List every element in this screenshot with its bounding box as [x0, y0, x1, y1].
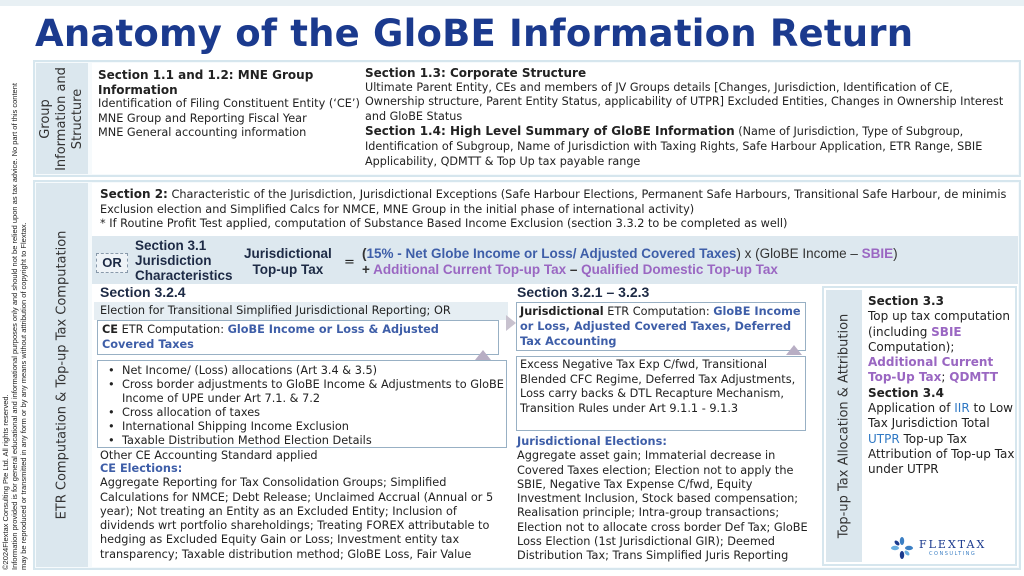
text-part: to Low Tax Jurisdiction Total — [868, 401, 1013, 431]
formula-line: Characteristics — [135, 268, 233, 283]
list-item: • Taxable Distribution Method Election Details — [100, 434, 504, 448]
copyright-notice — [1, 10, 29, 570]
formula-part: – — [566, 262, 582, 277]
text-part: Top-up Tax — [899, 431, 967, 446]
formula-part: ) x (GloBE Income – — [736, 246, 862, 261]
alloc-label-text: Top-up Tax Allocation & Attribution — [836, 313, 851, 539]
formula-line: Jurisdictional — [244, 246, 332, 261]
ce-text: ETR Computation: — [118, 323, 228, 336]
etr-label-text: ETR Computation & Top-up Tax Computation — [54, 230, 70, 520]
copyright-line: may be reproduced or transmitted in any form or by any means without attribution of copyright to Flextax. — [19, 222, 28, 570]
section-note: * If Routine Profit Test applied, computation of Substance Based Income Exclusion (section 3.3.2 to be completed as well) — [100, 217, 788, 231]
section-1-4 — [365, 124, 1015, 169]
section-heading: Section 1.3: Corporate Structure — [365, 66, 587, 80]
page-title: Anatomy of the GloBE Information Return — [35, 12, 914, 55]
section-3-2-1-heading: Section 3.2.1 – 3.2.3 — [517, 284, 650, 300]
arrow-up-icon — [475, 350, 491, 360]
list-item: • International Shipping Income Exclusion — [100, 420, 504, 434]
info-line: Identification of Filing Constituent Entity (‘CE’) — [98, 97, 360, 111]
section-text: (Name of Jurisdiction, Type of Subgroup, Identification of Subgroup, Name of Jurisdiction with Taxing Rights, Safe Harbour Application, ETR Range, SBIE Applicability, QDMTT & Top Up tax payable range — [365, 125, 983, 168]
section-1-1 — [98, 68, 360, 141]
section-3-3-text — [868, 309, 1016, 385]
alloc-content — [868, 294, 1016, 478]
ce-bullet-list — [100, 364, 504, 448]
ce-blue-text: GloBE Income or Loss & Adjusted Covered Taxes — [102, 323, 439, 351]
etr-label — [36, 183, 88, 567]
section-heading: Section 2: — [100, 187, 168, 201]
copyright-line: Information provided is for general educational and informational purposes only and should not be relied upon as tax advice. No part of this content — [10, 83, 19, 570]
label-line: Group — [38, 98, 53, 139]
flextax-logo — [890, 536, 986, 560]
section-1-3 — [365, 66, 1015, 169]
formula-rhs — [362, 246, 898, 278]
section-2 — [100, 187, 1012, 232]
text-part: UTPR — [868, 431, 900, 446]
formula-part: SBIE — [861, 246, 894, 261]
section-heading: Section 1.4: High Level Summary of GloBE Information — [365, 124, 735, 139]
jurisdictional-detail-box: Excess Negative Tax Exp C/fwd, Transitional Blended CFC Regime, Deferred Tax Adjustments, Loss carry backs & DTL Recapture Mechanism, Transition Rules under Art 9.1.1 - 9.1.3 — [516, 356, 806, 431]
label-line: Structure — [70, 88, 85, 149]
copyright-line: ©2024Flextax Consulting Pte Ltd. All rights reserved. — [1, 394, 10, 570]
formula-lhs — [244, 246, 332, 278]
jurisdictional-text: ETR Computation: — [603, 305, 714, 318]
section-text: Aggregate asset gain; Immaterial decrease in Covered Taxes election; Election not to apply the SBIE, Negative Tax Expense C/fwd, Equity Investment Inclusion, Stock based compensation; Realisation principle; Intra-group transactions; Election not to allocate cross border Def Tax; GloBE Loss Election (1st Jurisdictional GIR); Deemed Distribution Tax; Trans Simplified Juris Reporting — [517, 449, 808, 563]
formula-part: Additional Current Top-up Tax — [373, 262, 567, 277]
formula-part: ( — [362, 246, 367, 261]
ce-label: CE — [102, 323, 119, 336]
flextax-logo-icon — [890, 536, 914, 560]
section-text: Attribution of Top-up Tax under UTPR — [868, 446, 1015, 477]
formula-line: Jurisdiction — [135, 253, 212, 268]
alloc-label — [826, 290, 862, 562]
arrow-right-icon — [506, 315, 516, 331]
info-line: MNE Group and Reporting Fiscal Year — [98, 111, 307, 125]
text-part: SBIE — [931, 324, 962, 339]
arrow-up-icon — [786, 345, 802, 355]
jurisdictional-etr-box — [516, 302, 806, 351]
formula-part: 15% - Net Globe Income or Loss/ Adjusted Covered Taxes — [366, 246, 737, 261]
text-part: Top up tax computation (including — [868, 309, 1010, 339]
section-heading: Jurisdictional Elections: — [517, 435, 667, 448]
section-heading: Section 3.4 — [868, 385, 944, 400]
section-heading: Section 1.1 and 1.2: MNE Group Information — [98, 68, 314, 97]
list-item: • Cross border adjustments to GloBE Income & Adjustments to GloBE Income of UPE under Art 7.1. & 7.2 — [100, 378, 504, 406]
formula-line: Section 3.1 — [135, 238, 207, 253]
formula-part: Qualified Domestic Top-up Tax — [581, 262, 778, 277]
other-ce: Other CE Accounting Standard applied — [100, 449, 318, 462]
formula-line: Top-up Tax — [252, 262, 324, 277]
ce-bullets-box — [97, 360, 507, 448]
ce-elections — [100, 462, 512, 562]
or-badge: OR — [96, 253, 128, 273]
group-label — [36, 63, 88, 174]
text-part: Additional Current Top-Up Tax — [868, 355, 994, 385]
label-line: Information and — [54, 66, 69, 171]
info-line: MNE General accounting information — [98, 126, 307, 140]
equals-sign: = — [344, 255, 355, 270]
section-3-1 — [135, 238, 233, 283]
section-heading: Section 3.3 — [868, 294, 944, 308]
formula-part: ) — [893, 246, 898, 261]
group-label-text — [38, 67, 86, 171]
section-text: Characteristic of the Jurisdiction, Jurisdictional Exceptions (Safe Harbour Elections, Permanent Safe Harbours, Transitional Safe Harbour, de minimis Exclusion election and Simplified Calcs for NMCE, MNE Group in the initial phase of international activity) — [100, 188, 1007, 216]
logo-sub: CONSULTING — [929, 550, 977, 557]
jurisdictional-blue-text: GloBE Income or Loss, Adjusted Covered Taxes, Deferred Tax Accounting — [520, 305, 801, 348]
text-part: ; — [941, 370, 950, 385]
election-simplified: Election for Transitional Simplified Jurisdictional Reporting; OR — [94, 302, 508, 320]
section-heading: CE Elections: — [100, 462, 183, 475]
list-item: • Cross allocation of taxes — [100, 406, 504, 420]
section-3-2-4-heading: Section 3.2.4 — [100, 284, 186, 300]
section-3-4-text — [868, 401, 1016, 447]
text-part: IIR — [954, 401, 970, 416]
logo-name: FLEXTAX — [919, 537, 987, 551]
section-text: Aggregate Reporting for Tax Consolidation Groups; Simplified Calculations for NMCE; Debt Release; Unclaimed Accrual (Annual or 5 year); Not treating an Entity as an Excluded Entity; Inclusion of dividends wrt portfolio shareholdings; Treating FOREX attributable to hedging as Excluded Equity Gain or Loss; Investment entity tax transparency; Taxable distribution method; GloBE Loss, Fair Value — [100, 476, 494, 561]
text-part: QDMTT — [949, 370, 999, 385]
formula-part: + — [362, 262, 374, 277]
text-part: Application of — [868, 401, 955, 416]
list-item: • Net Income/ (Loss) allocations (Art 3.4 & 3.5) — [100, 364, 504, 378]
jurisdictional-label: Jurisdictional — [520, 305, 604, 318]
ce-etr-box — [97, 320, 499, 355]
section-text: Ultimate Parent Entity, CEs and members of JV Groups details [Changes, Jurisdiction, Identification of CE, Ownership structure, Parent Entity Status, applicability of UTPR] Excluded Entities, Changes in Ownership Interest and GloBE Status — [365, 80, 1004, 123]
top-bar — [0, 0, 1024, 6]
jurisdictional-elections — [517, 435, 813, 564]
text-part: Computation); — [868, 339, 955, 354]
